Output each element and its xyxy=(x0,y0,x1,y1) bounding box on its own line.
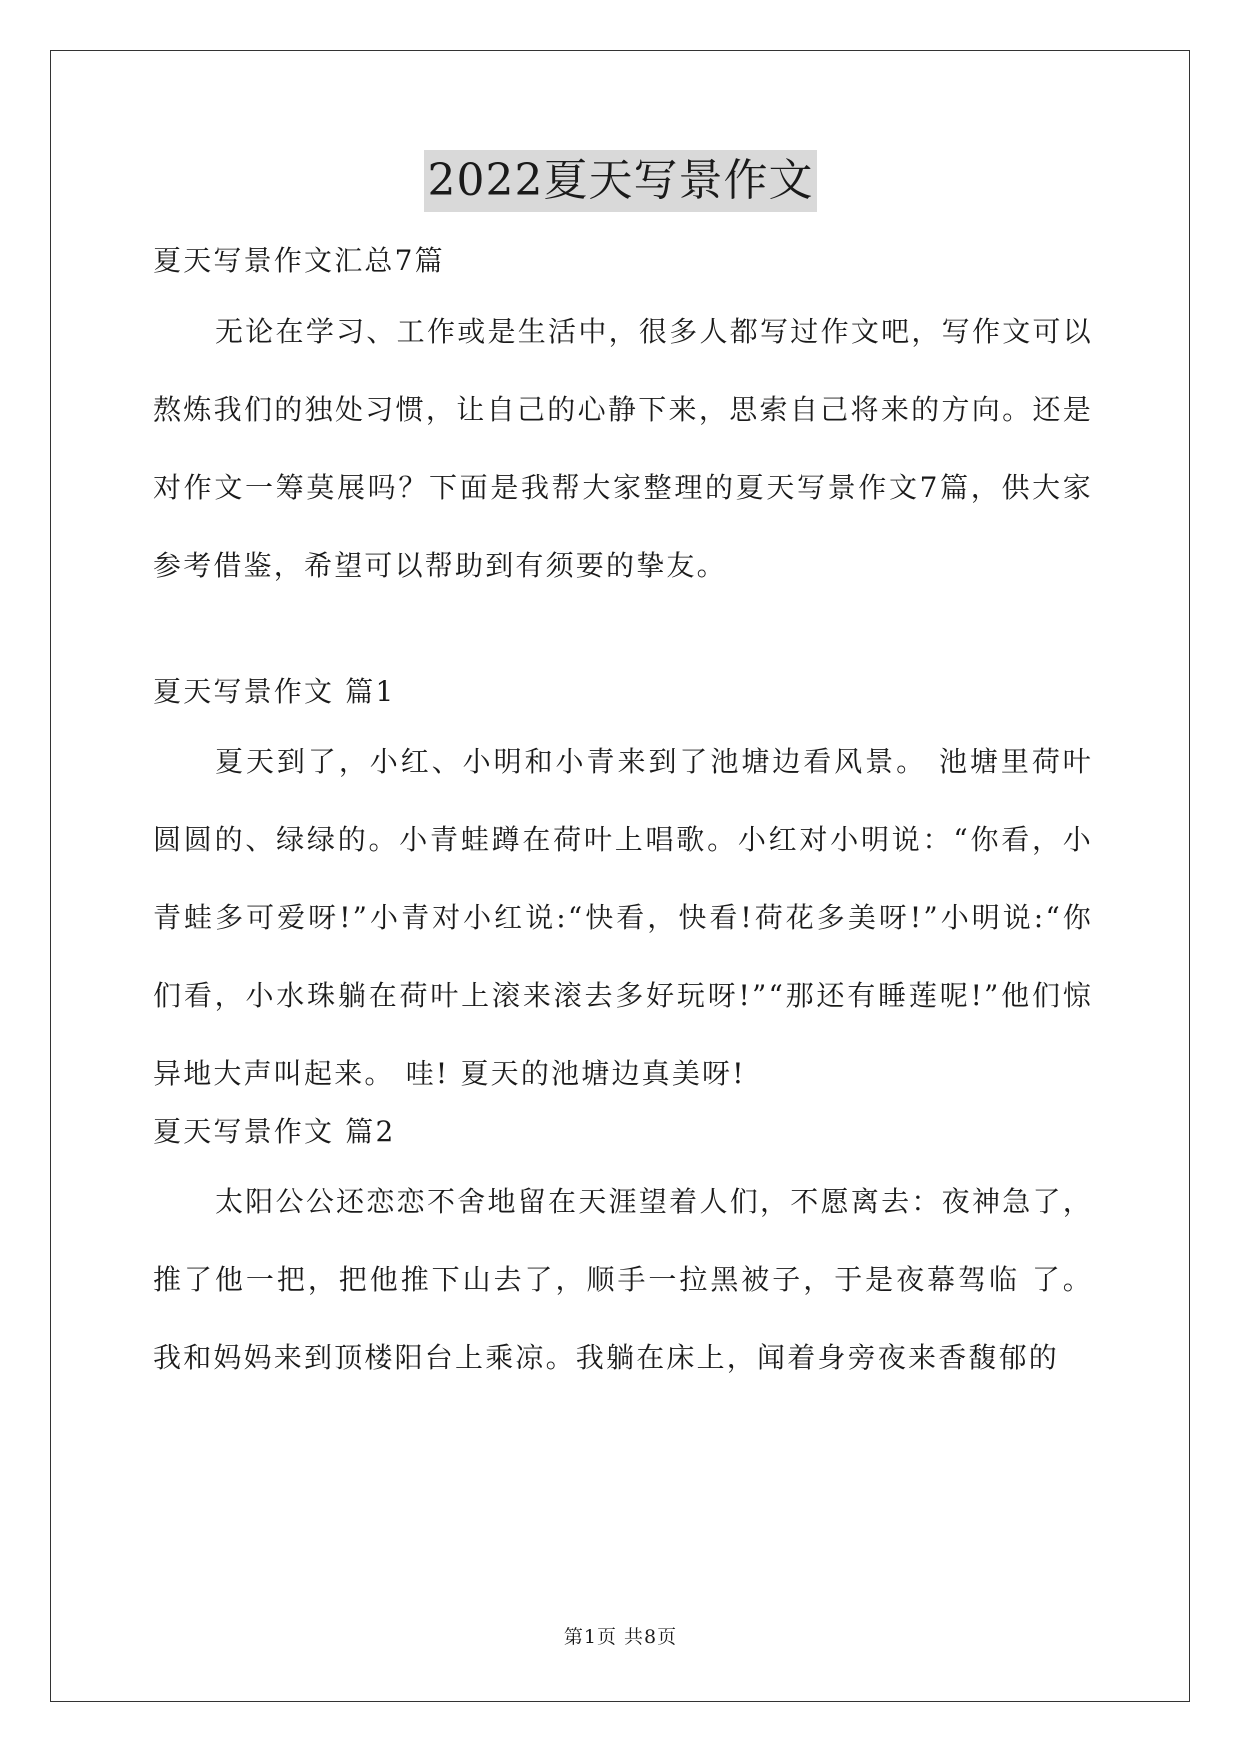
section-body-1: 夏天到了，小红、小明和小青来到了池塘边看风景。 池塘里荷叶圆圆的、绿绿的。小青蛙蹲在荷叶上唱歌。小红对小明说：“你看，小青蛙多可爱呀!”小青对小红说:“快看，快看!荷花多美呀!”小明说:“你们看，小水珠躺在荷叶上滚来滚去多好玩呀!”“那还有睡莲呢!”他们惊异地大声叫起来。 哇! 夏天的池塘边真美呀! xyxy=(153,745,1093,1090)
document-title: 2022夏天写景作文 xyxy=(424,150,818,212)
document-subtitle: 夏天写景作文汇总7篇 xyxy=(153,244,445,277)
intro-paragraph: 无论在学习、工作或是生活中，很多人都写过作文吧，写作文可以熬炼我们的独处习惯，让自己的心静下来，思索自己将来的方向。还是对作文一筹莫展吗？下面是我帮大家整理的夏天写景作文7篇，供大家参考借鉴，希望可以帮助到有须要的挚友。 xyxy=(153,315,1093,582)
title-area xyxy=(0,150,1241,212)
section-heading-2: 夏天写景作文 篇2 xyxy=(153,1115,396,1148)
page-number-footer: 第1页 共8页 xyxy=(563,1626,678,1648)
section-heading-1: 夏天写景作文 篇1 xyxy=(153,675,396,708)
section-body-2: 太阳公公还恋恋不舍地留在天涯望着人们，不愿离去：夜神急了，推了他一把，把他推下山去了，顺手一拉黑被子，于是夜幕驾临 了。我和妈妈来到顶楼阳台上乘凉。我躺在床上，闻着身旁夜来香馥郁的 xyxy=(153,1185,1093,1374)
